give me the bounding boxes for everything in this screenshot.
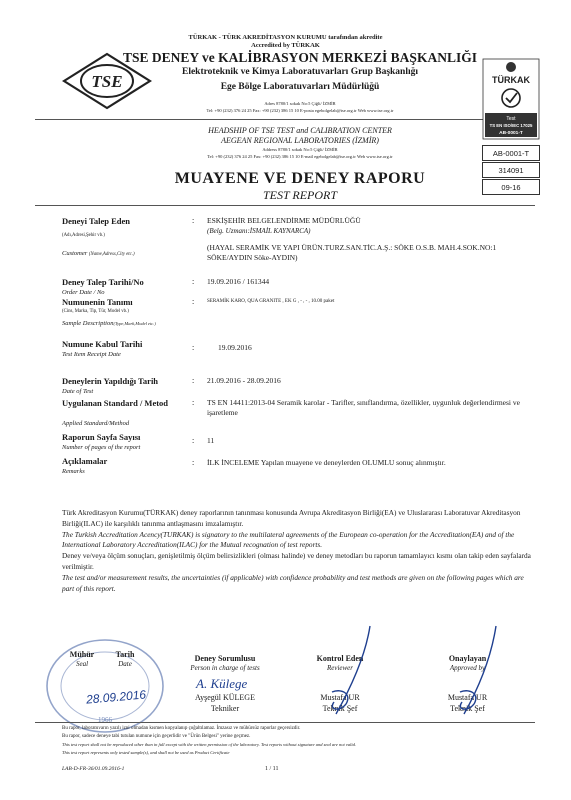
contact-tr: Tel: +90 (232) 376 24 25 Fax: +90 (232) 386 15 10 E-posta egebolgelab@tse.org.tr Web www.tse.org.tr [206,108,394,113]
report-subtitle: TEST REPORT [262,188,338,202]
sample-en-label: Sample Description(Type,Mark,Model etc.) [62,320,156,327]
customer-label: Customer (Name,Adress,City etc.) [62,250,135,257]
colon: : [192,297,195,306]
turkak-sub-code: AB-0001-T [499,131,523,136]
pages-label: Raporun Sayfa Sayısı [62,432,141,442]
colon: : [192,436,195,445]
footer-copy-en: This test report shall not be reproduced other than in full except with the written permission of the laboratory. Test reports without signature and seal are not valid. [62,742,356,747]
sample-label: Numunenin Tanımı [62,297,133,307]
responsible-label: Deney Sorumlusu [194,654,256,663]
approver-signature-icon [440,622,520,722]
accreditation-line: TÜRKAK - TÜRK AKREDİTASYON KURUMU tarafından akredite [188,34,383,41]
date-label: Tarih [115,650,135,659]
turkak-logo-icon [482,58,540,140]
colon: : [192,277,195,286]
remarks-en-label: Remarks [62,468,85,475]
tse-logo-text: TSE [91,72,123,91]
region-title: Ege Bölge Laboratuvarları Müdürlüğü [220,82,380,92]
order-label: Deney Talep Tarihi/No [62,277,144,287]
requester-label: Deneyi Talep Eden [62,216,131,226]
turkak-logo-text: TÜRKAK [492,75,530,85]
turkak-sub-standard: TS EN ISO/IEC 17025 [489,123,533,128]
requester-company: (HAYAL SERAMİK VE YAPI ÜRÜN.TURZ.SAN.TİC.A.Ş.: SÖKE O.S.B. MAH.4.SOK.NO:1 SÖKE/AYDIN Söke-AYDIN) [207,243,497,262]
standard-label: Uygulanan Standard / Metod [62,398,169,408]
test-date-value: 21.09.2016 - 28.09.2016 [207,376,281,385]
receipt-label: Numune Kabul Tarihi [62,339,143,349]
sample-value: SERAMİK KARO, QUA GRANITE , EK G , - , - , 10.00 paket [207,299,335,304]
receipt-value: 19.09.2016 [218,343,252,352]
accreditation-note [62,508,537,594]
report-date-box: 09-16 [482,179,540,195]
regional-en: AEGEAN REGIONAL LABORATORIES (İZMİR) [221,136,379,145]
title-divider [35,205,535,206]
note-en: The Turkish Accreditation Acency(TURKAK) is signatory to the multilateral agreements of the European co-operation for the Accreditation(EA) and of the International Laboratory Accreditation(ILAC) for the Mutual recognation of test reports. [62,529,515,550]
note-tr: Türk Akreditasyon Kurumu(TÜRKAK) deney raporlarının tanınması konusunda Avrupa Akreditasyon Birliği(EA) ve Uluslararası Laboratuvar Akreditasyon Birliği(ILAC) ile karşılıklı tanınma antlaşmasını imzalamıştır. [62,508,521,528]
turkak-sub-test: Test [506,116,516,122]
results-note-tr: Deney ve/veya ölçüm sonuçları, genişletilmiş ölçüm belirsizlikleri (olması halinde) ve deney metodları bu raporun tamamlayıcı kısmı olan takip eden sayfalarda verilmiştir. [62,551,531,571]
requester-value: ESKİŞEHİR BELGELENDİRME MÜDÜRLÜĞÜ [207,216,361,225]
date-en-label: Date [118,660,132,668]
receipt-en-label: Test Item Receipt Date [62,351,121,358]
approver-en-label: Approved by [449,664,486,672]
colon: : [192,458,195,467]
colon: : [192,343,195,352]
seal-label: Mühür [69,650,95,659]
handwritten-date: 28.09.2016 [85,687,147,707]
order-en-label: Order Date / No [62,289,105,296]
standard-value: TS EN 14411:2013-04 Seramik karolar - Tarifler, sınıflandırma, özellikler, uygunluk değerlendirmesi ve işaretleme [207,398,520,417]
sample-sub: (Cins, Marka, Tip, Tür, Model vb.) [62,309,129,314]
requester-sub: (Adı,Adresi,Şehir vb.) [62,233,105,238]
approver-name: Mustafa UR [447,693,488,702]
order-value: 19.09.2016 / 161344 [207,277,270,286]
colon: : [192,216,195,225]
test-date-en-label: Date of Test [62,388,94,395]
responsible-name: Ayşegül KÜLEGE [195,693,255,702]
report-title: MUAYENE VE DENEY RAPORU [174,170,426,187]
reviewer-name: Mustafa UR [320,693,360,702]
responsible-en-label: Person in charge of tests [190,664,260,672]
accreditation-line-en: Accredited by TÜRKAK [251,42,320,49]
seal-en-label: Seal [75,660,89,668]
colon: : [192,398,195,407]
footer-copy-tr: Bu rapor, laboratuvarın yazılı izni olmadan kısmen kopyalanıp çoğaltılamaz. İmzasız ve mühürsüz raporlar geçersizdir. [62,726,301,731]
stamp-year: 1966 [98,716,112,724]
headship-en: HEADSHIP OF TSE TEST and CALIBRATION CENTER [208,126,392,135]
remarks-label: Açıklamalar [62,456,108,466]
form-code: LAB-D-FR-36/01.09.2016-1 [62,766,125,772]
org-title: TSE DENEY ve KALİBRASYON MERKEZİ BAŞKANLIĞI [123,50,477,65]
colon: : [192,376,195,385]
pages-en-label: Number of pages of the report [62,444,141,451]
reviewer-en-label: Reviewer [326,664,354,672]
header-divider [35,119,535,120]
test-date-label: Deneylerin Yapıldığı Tarih [62,376,159,386]
pages-value: 11 [207,436,215,445]
address-en: Address 8780/1 sokak No:5 Çiğli/ İZMİR [262,147,338,152]
reviewer-label: Kontrol Eden [316,654,364,663]
approver-title: Teknik Şef [450,704,485,713]
footer-divider [35,722,535,723]
approver-label: Onaylayan [448,654,487,663]
report-number-box: 314091 [482,162,540,178]
requester-expert: (Belg. Uzmanı:İSMAİL KAYNARCA) [207,227,311,235]
contact-en: Tel: +90 (232) 376 24 25 Fax: +90 (232) 386 15 10 E-mail egebolgelab@tse.org.tr Web www.tse.org.tr [207,154,393,159]
group-title: Elektroteknik ve Kimya Laboratuvarları Grup Başkanlığı [181,67,419,77]
responsible-title: Tekniker [210,704,240,713]
standard-en-label: Applied Standard/Method [62,420,130,427]
remarks-value: İLK İNCELEME Yapılan muayene ve deneylerden OLUMLU sonuç alınmıştır. [207,458,446,467]
responsible-signature: A. Külege [196,676,248,691]
reviewer-signature-icon [310,622,390,722]
page-number: 1 / 11 [265,766,279,772]
footer-validity-tr: Bu rapor, sadece deneye tabi tutulan numune için geçerlidir ve "Ürün Belgesi" yerine geçmez. [62,734,251,739]
results-note-en: The test and/or measurement results, the uncertainties (if applicable) with confidence probability and test methods are given on the following pages which are part of this report. [62,572,524,593]
footer-validity-en: This test report represents only tested sample(s), and shall not be used as Product Certificate [62,750,230,755]
address-tr: Adres 8780/1 sokak No:5 Çiğli/ İZMİR [264,101,336,106]
reviewer-title: Teknik Şef [322,704,358,713]
accreditation-code-box: AB-0001-T [482,145,540,161]
